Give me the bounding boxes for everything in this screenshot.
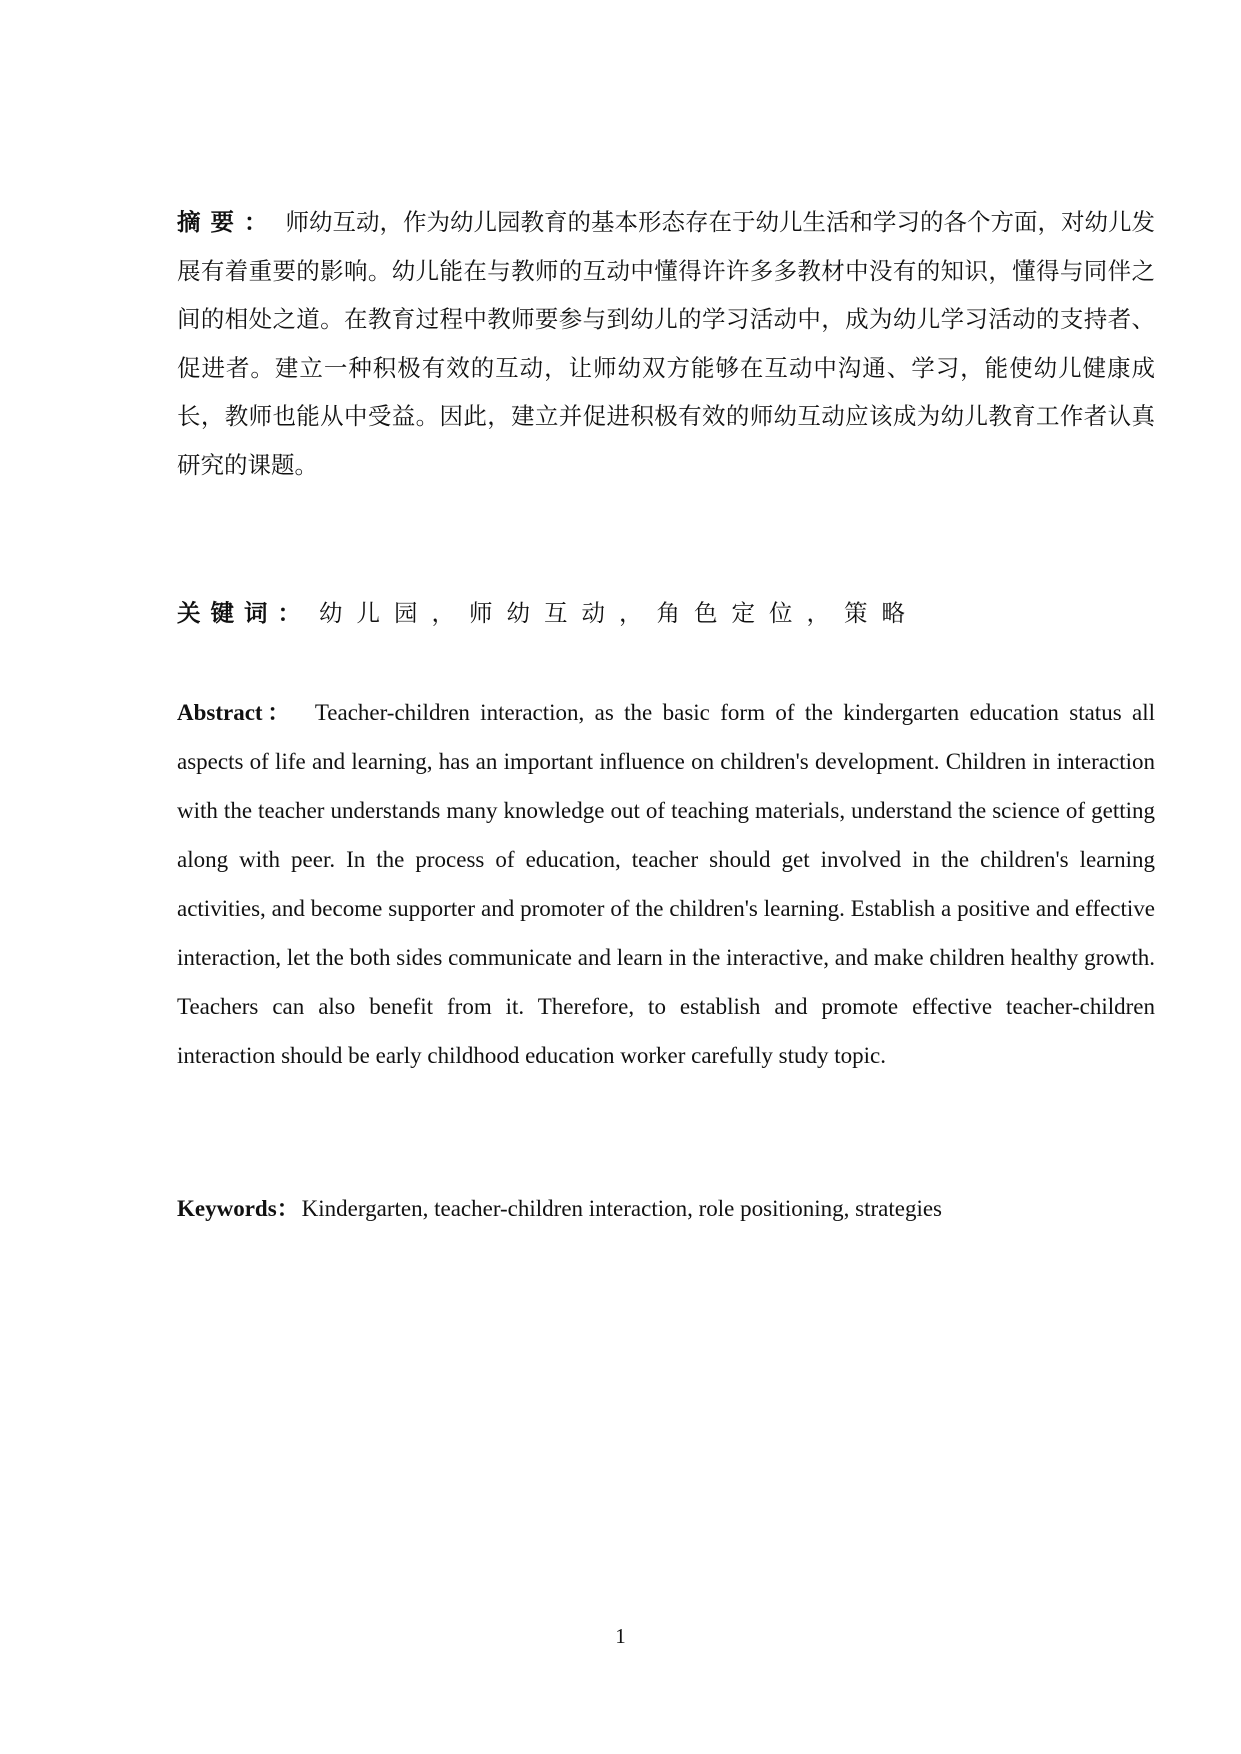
english-abstract: [177, 688, 1155, 1080]
english-keywords-label: Keywords：: [177, 1196, 300, 1221]
english-abstract-text: Teacher-children interaction, as the basic form of the kindergarten education status all aspects of life and learning, has an important influence on children's development. Children in interaction with the teacher understands many knowledge out of teaching materials, understand the science of getting along with peer. In the process of education, teacher should get involved in the children's learning activities, and become supporter and promoter of the children's learning. Establish a positive and effective interaction, let the both sides communicate and learn in the interactive, and make children healthy growth. Teachers can also benefit from it. Therefore, to establish and promote effective teacher-children interaction should be early childhood education worker carefully study topic.: [177, 700, 1155, 1068]
chinese-abstract: [177, 198, 1155, 490]
page-number: 1: [615, 1624, 626, 1648]
english-keywords-text: Kindergarten, teacher-children interaction, role positioning, strategies: [301, 1196, 942, 1221]
english-abstract-label: Abstract：: [177, 700, 295, 725]
english-keywords: [177, 1184, 1155, 1233]
chinese-abstract-text: 师幼互动，作为幼儿园教育的基本形态存在于幼儿生活和学习的各个方面，对幼儿发展有着重要的影响。幼儿能在与教师的互动中懂得许许多多教材中没有的知识，懂得与同伴之间的相处之道。在教育过程中教师要参与到幼儿的学习活动中，成为幼儿学习活动的支持者、促进者。建立一种积极有效的互动，让师幼双方能够在互动中沟通、学习，能使幼儿健康成长，教师也能从中受益。因此，建立并促进积极有效的师幼互动应该成为幼儿教育工作者认真研究的课题。: [177, 208, 1155, 479]
chinese-keywords-text: 幼儿园，师幼互动，角色定位，策略: [319, 599, 919, 627]
chinese-abstract-label: 摘要：: [177, 208, 278, 236]
chinese-keywords-label: 关键词：: [177, 599, 311, 627]
chinese-keywords: [177, 589, 1155, 638]
